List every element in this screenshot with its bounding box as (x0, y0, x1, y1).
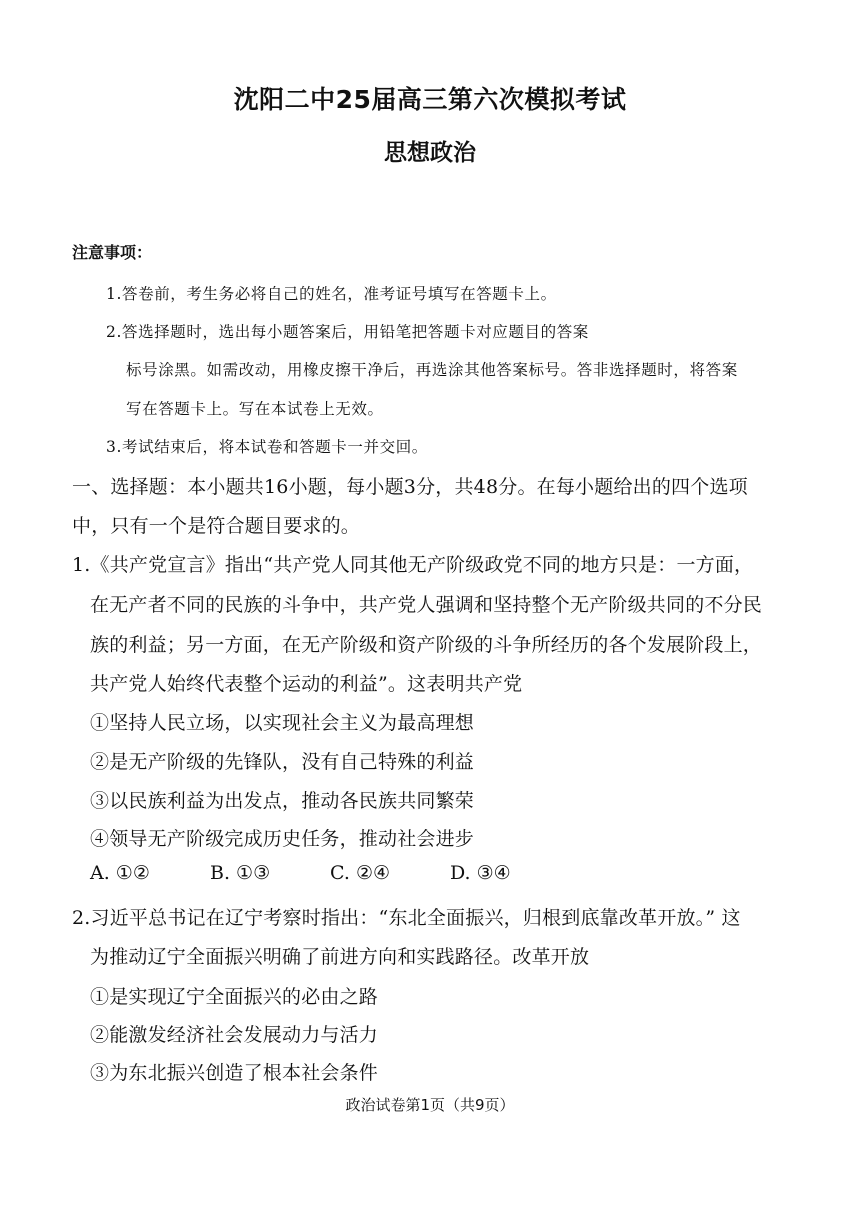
section-instruction: 中，只有一个是符合题目要求的。 (72, 515, 361, 537)
question-1-statement: ②是无产阶级的先锋队，没有自己特殊的利益 (90, 751, 475, 773)
notice-item: 1.答卷前，考生务必将自己的姓名，准考证号填写在答题卡上。 (106, 285, 557, 303)
question-2-stem: 为推动辽宁全面振兴明确了前进方向和实践路径。改革开放 (90, 946, 590, 968)
question-1-stem: 共产党人始终代表整个运动的利益”。这表明共产党 (90, 673, 523, 695)
section-instruction: 一、选择题：本小题共16小题，每小题3分，共48分。在每小题给出的四个选项 (72, 476, 748, 498)
question-2-stem: 2.习近平总书记在辽宁考察时指出：“东北全面振兴，归根到底靠改革开放。” 这 (72, 907, 741, 929)
question-1-statement: ④领导无产阶级完成历史任务，推动社会进步 (90, 828, 475, 850)
option-d: D. ③④ (450, 862, 511, 884)
option-c: C. ②④ (330, 862, 391, 884)
question-1-stem: 族的利益；另一方面，在无产阶级和资产阶级的斗争所经历的各个发展阶段上， (90, 634, 763, 656)
notice-heading: 注意事项： (72, 243, 153, 262)
notice-item: 写在答题卡上。写在本试卷上无效。 (126, 400, 384, 418)
question-2-statement: ③为东北振兴创造了根本社会条件 (90, 1062, 379, 1084)
option-a: A. ①② (90, 862, 150, 884)
question-1-stem: 在无产者不同的民族的斗争中，共产党人强调和坚持整个无产阶级共同的不分民 (90, 594, 763, 616)
subject-title: 思想政治 (384, 140, 476, 166)
question-2-statement: ①是实现辽宁全面振兴的必由之路 (90, 986, 379, 1008)
option-b: B. ①③ (210, 862, 271, 884)
question-1-statement: ③以民族利益为出发点，推动各民族共同繁荣 (90, 790, 475, 812)
question-1-options (90, 862, 570, 884)
notice-item: 标号涂黑。如需改动，用橡皮擦干净后，再选涂其他答案标号。答非选择题时，将答案 (126, 361, 738, 379)
notice-item: 3.考试结束后，将本试卷和答题卡一并交回。 (106, 438, 428, 456)
page-footer: 政治试卷第1页（共9页） (345, 1096, 515, 1114)
question-2-statement: ②能激发经济社会发展动力与活力 (90, 1024, 379, 1046)
question-1-statement: ①坚持人民立场，以实现社会主义为最高理想 (90, 712, 475, 734)
notice-item: 2.答选择题时，选出每小题答案后，用铅笔把答题卡对应题目的答案 (106, 323, 589, 341)
question-1-stem: 1.《共产党宣言》指出“共产党人同其他无产阶级政党不同的地方只是：一方面， (72, 554, 754, 576)
exam-title: 沈阳二中25届高三第六次模拟考试 (233, 85, 627, 114)
